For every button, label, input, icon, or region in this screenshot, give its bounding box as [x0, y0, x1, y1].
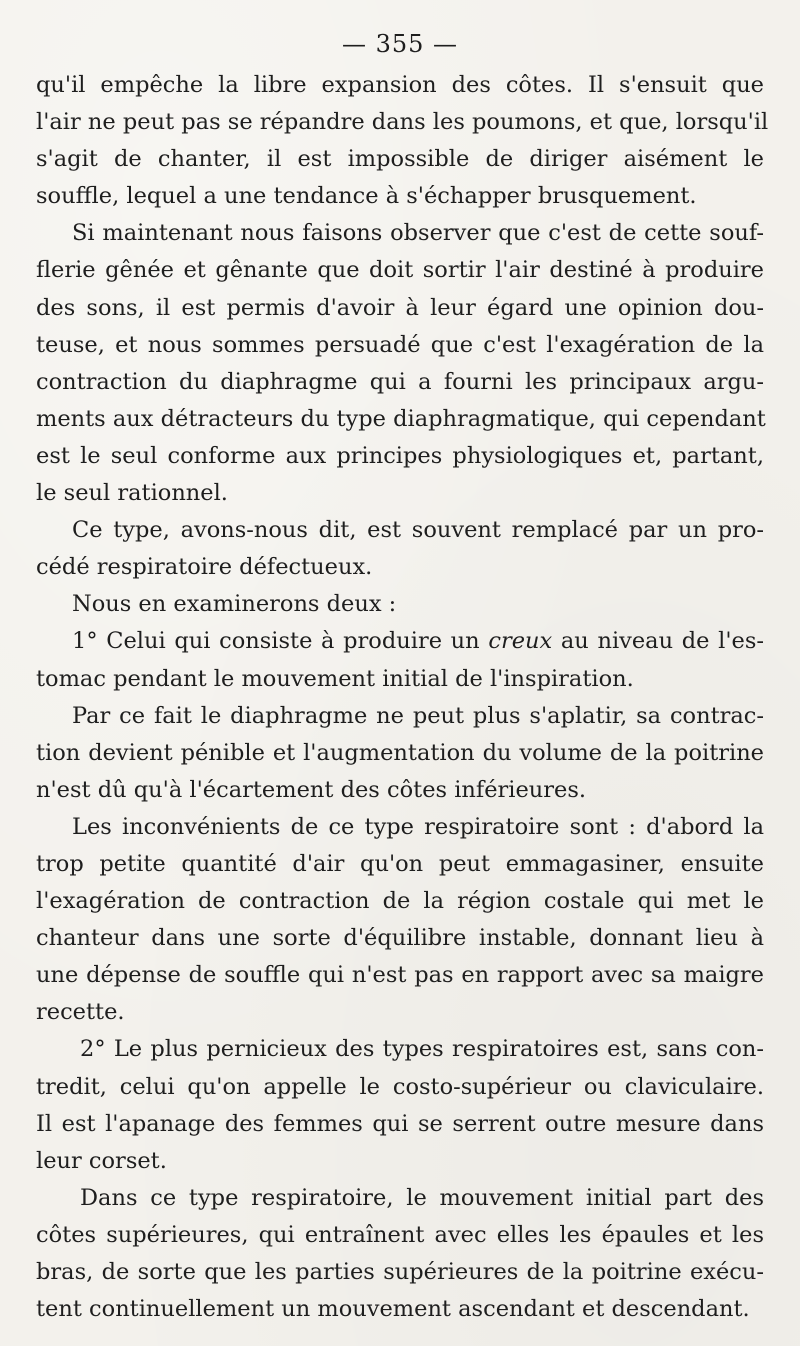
text-line: l'exagération de contraction de la région costale qui met le [36, 888, 764, 915]
text-line: Nous en examinerons deux : [72, 591, 397, 618]
text-line: côtes supérieures, qui entraînent avec elles les épaules et les [36, 1221, 764, 1248]
page-number: — 355 — [341, 30, 459, 58]
text-line: tion devient pénible et l'augmentation du volume de la poitrine [36, 739, 764, 766]
text-line [36, 623, 764, 660]
text-line: Par ce fait le diaphragme ne peut plus s'aplatir, sa contrac- [72, 702, 764, 729]
text-line: Il est l'apanage des femmes qui se serrent outre mesure dans [36, 1110, 764, 1137]
text-line: recette. [36, 999, 125, 1026]
text-line: des sons, il est permis d'avoir à leur égard une opinion dou- [36, 294, 764, 321]
text-line: Dans ce type respiratoire, le mouvement initial part des [80, 1184, 764, 1211]
text-line: trop petite quantité d'air qu'on peut emmagasiner, ensuite [36, 850, 764, 877]
text-line: teuse, et nous sommes persuadé que c'est l'exagération de la [36, 331, 764, 358]
text-line: souffle, lequel a une tendance à s'échapper brusquement. [36, 183, 697, 210]
text-line: ments aux détracteurs du type diaphragmatique, qui cependant [36, 405, 766, 432]
text-line: qu'il empêche la libre expansion des côtes. Il s'ensuit que [36, 72, 764, 98]
text-line: Ce type, avons-nous dit, est souvent remplacé par un pro- [72, 517, 764, 544]
text-line: s'agit de chanter, il est impossible de diriger aisément le [36, 146, 764, 173]
text-line: Si maintenant nous faisons observer que c'est de cette souf- [72, 220, 764, 247]
text-line: une dépense de souffle qui n'est pas en rapport avec sa maigre [36, 962, 764, 989]
text-line: tomac pendant le mouvement initial de l'inspiration. [36, 665, 634, 692]
text-line: contraction du diaphragme qui a fourni les principaux argu- [36, 368, 764, 395]
text-fragment: au niveau de l'es- [552, 628, 764, 655]
text-line: bras, de sorte que les parties supérieures de la poitrine exécu- [36, 1259, 764, 1285]
body-text [36, 67, 769, 1328]
text-line: cédé respiratoire défectueux. [36, 554, 373, 581]
text-line: l'air ne peut pas se répandre dans les poumons, et que, lorsqu'il [36, 109, 769, 136]
text-fragment: 1° Celui qui consiste à produire un [72, 628, 489, 655]
text-line: n'est dû qu'à l'écartement des côtes inférieures. [36, 776, 587, 803]
text-line: le seul rationnel. [36, 480, 228, 507]
text-line: tredit, celui qu'on appelle le costo-supérieur ou claviculaire. [36, 1073, 764, 1100]
text-line: tent continuellement un mouvement ascendant et descendant. [36, 1296, 750, 1323]
text-line: est le seul conforme aux principes physiologiques et, partant, [36, 442, 764, 469]
text-line: 2° Le plus pernicieux des types respiratoires est, sans con- [80, 1036, 764, 1063]
text-line: Les inconvénients de ce type respiratoire sont : d'abord la [72, 813, 764, 840]
text-line: chanteur dans une sorte d'équilibre instable, donnant lieu à [36, 925, 764, 952]
text-line: leur corset. [36, 1147, 167, 1174]
emphasized-word: creux [488, 628, 553, 655]
text-line: flerie gênée et gênante que doit sortir l'air destiné à produire [36, 257, 764, 284]
